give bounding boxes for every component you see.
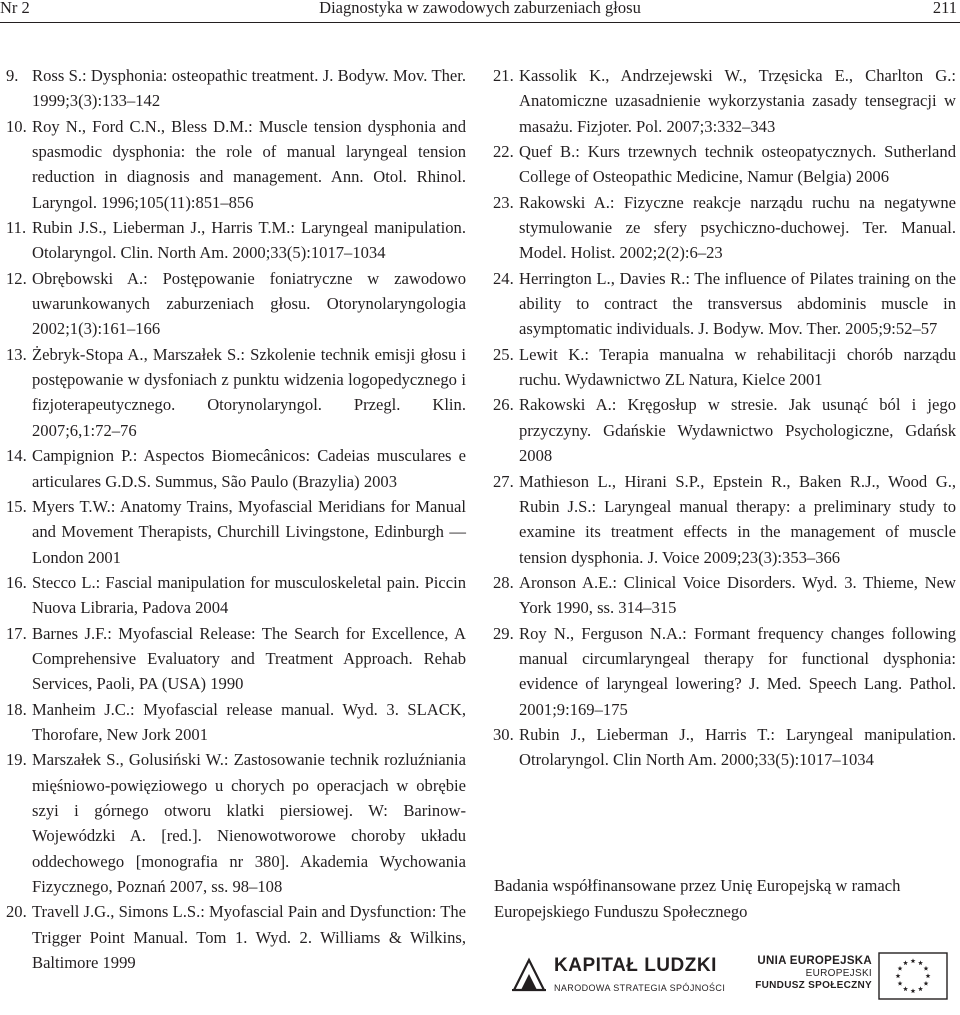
reference-item xyxy=(6,342,466,443)
reference-item xyxy=(6,494,466,570)
reference-number: 22. xyxy=(493,142,514,162)
reference-text: Kassolik K., Andrzejewski W., Trzęsicka E., Charlton G.: Anatomiczne uzasadnienie wykorzystania zasady tensegracji w masażu. Fizjoter. Pol. 2007;3:332–343 xyxy=(519,66,956,136)
reference-item xyxy=(493,190,956,266)
reference-text: Żebryk-Stopa A., Marszałek S.: Szkolenie technik emisji głosu i postępowanie w dysfoniach z punktu widzenia logopedycznego i fizjoterapeutycznego. Otorynolaryngol. Przegl. Klin. 2007;6,1:72–76 xyxy=(32,344,466,440)
reference-number: 16. xyxy=(6,572,27,592)
reference-text: Herrington L., Davies R.: The influence of Pilates training on the ability to contract the transversus abdominis muscle in asymptomatic individuals. J. Bodyw. Mov. Ther. 2005;9:52–57 xyxy=(519,268,956,339)
reference-item xyxy=(493,139,956,190)
reference-text: Rakowski A.: Kręgosłup w stresie. Jak usunąć ból i jego przyczyny. Gdańskie Wydawnictwo Psychologiczne, Gdańsk 2008 xyxy=(519,395,956,466)
reference-item xyxy=(6,899,466,975)
reference-text: Stecco L.: Fascial manipulation for musculoskeletal pain. Piccin Nuova Libraria, Padova 2004 xyxy=(32,572,466,618)
eu-star xyxy=(918,960,923,965)
eu-logo-text xyxy=(755,954,872,992)
eu-star xyxy=(903,960,908,965)
eu-star xyxy=(898,966,903,971)
reference-text: Lewit K.: Terapia manualna w rehabilitacji chorób narządu ruchu. Wydawnictwo ZL Natura, Kielce 2001 xyxy=(519,344,956,390)
reference-text: Ross S.: Dysphonia: osteopathic treatment. J. Bodyw. Mov. Ther. 1999;3(3):133–142 xyxy=(32,66,466,111)
reference-text: Rubin J.S., Lieberman J., Harris T.M.: Laryngeal manipulation. Otolaryngol. Clin. North Am. 2000;33(5):1017–1034 xyxy=(32,218,466,263)
running-header xyxy=(0,0,960,22)
page-number: 211 xyxy=(932,0,957,17)
reference-number: 30. xyxy=(493,724,514,744)
kapital-ludzki-mark-icon xyxy=(510,956,548,994)
eu-flag-stars-icon xyxy=(878,952,948,1000)
eu-star xyxy=(918,986,923,991)
reference-item xyxy=(6,266,466,342)
reference-text: Marszałek S., Golusiński W.: Zastosowanie technik rozluźniania mięśniowo-powięziowego u chorych po operacjach w obrębie szyi i górnego otworu klatki piersiowej. W: Barinow-Wojewódzki A. [red.]. Nienowotworowe choroby układu oddechowego [monografia nr 380]. Akademia Wychowania Fizycznego, Poznań 2007, ss. 98–108 xyxy=(32,750,466,896)
reference-text: Barnes J.F.: Myofascial Release: The Search for Excellence, A Comprehensive Evaluatory and Treatment Approach. Rehab Services, Paoli, PA (USA) 1990 xyxy=(32,623,466,694)
eu-name: UNIA EUROPEJSKA xyxy=(757,955,872,967)
kapital-ludzki-logo xyxy=(510,954,726,1000)
reference-item xyxy=(6,570,466,621)
reference-text: Campignion P.: Aspectos Biomecânicos: Cadeias musculares e articulares G.D.S. Summus, São Paulo (Brazylia) 2003 xyxy=(32,446,466,491)
reference-item xyxy=(6,621,466,697)
reference-number: 25. xyxy=(493,344,514,364)
reference-number: 24. xyxy=(493,268,514,288)
reference-text: Travell J.G., Simons L.S.: Myofascial Pain and Dysfunction: The Trigger Point Manual. Tom 1. Wyd. 2. Williams & Wilkins, Baltimore 1999 xyxy=(32,902,466,973)
reference-number: 15. xyxy=(6,496,27,516)
reference-number: 18. xyxy=(6,699,27,719)
references-column-left xyxy=(6,63,466,975)
eu-star xyxy=(924,966,929,971)
running-title: Diagnostyka w zawodowych zaburzeniach głosu xyxy=(319,0,641,17)
eu-star xyxy=(896,973,901,978)
reference-text: Obrębowski A.: Postępowanie foniatryczne w zawodowo uwarunkowanych zaburzeniach głosu. Otorynolaryngologia 2002;1(3):161–166 xyxy=(32,268,466,339)
reference-item xyxy=(493,63,956,139)
reference-list-left xyxy=(6,63,466,975)
eu-social-fund-logo xyxy=(755,952,958,1002)
eu-star xyxy=(911,958,916,963)
kapital-ludzki-title: KAPITAŁ LUDZKI xyxy=(554,955,717,976)
reference-number: 11. xyxy=(6,218,27,238)
reference-text: Aronson A.E.: Clinical Voice Disorders. Wyd. 3. Thieme, New York 1990, ss. 314–315 xyxy=(519,572,956,618)
reference-text: Mathieson L., Hirani S.P., Epstein R., Baken R.J., Wood G., Rubin J.S.: Laryngeal manual therapy: a preliminary study to examine its treatment effects in the management of muscle tension dysphonia. J. Voice 2009;23(3):353–366 xyxy=(519,471,956,567)
reference-number: 23. xyxy=(493,192,514,212)
reference-item xyxy=(493,722,956,773)
reference-item xyxy=(493,392,956,468)
reference-item xyxy=(493,266,956,342)
references-column-right xyxy=(493,63,956,773)
eu-star xyxy=(911,988,916,993)
reference-item xyxy=(493,469,956,570)
reference-item xyxy=(6,747,466,899)
reference-item xyxy=(493,570,956,621)
reference-number: 26. xyxy=(493,395,514,415)
reference-list-right xyxy=(493,63,956,773)
reference-number: 13. xyxy=(6,344,27,364)
reference-number: 19. xyxy=(6,750,27,770)
reference-item xyxy=(6,215,466,266)
reference-item xyxy=(493,621,956,722)
funding-logos xyxy=(494,948,960,1003)
reference-number: 29. xyxy=(493,623,514,643)
eu-star xyxy=(924,981,929,986)
reference-number: 9. xyxy=(6,66,19,85)
issue-number: Nr 2 xyxy=(0,0,30,17)
reference-item xyxy=(6,697,466,748)
reference-number: 27. xyxy=(493,471,514,491)
reference-number: 14. xyxy=(6,446,27,466)
reference-number: 28. xyxy=(493,572,514,592)
reference-text: Rubin J., Lieberman J., Harris T.: Laryngeal manipulation. Otrolaryngol. Clin North Am. 2000;33(5):1017–1034 xyxy=(519,724,956,770)
reference-number: 12. xyxy=(6,268,27,288)
reference-item xyxy=(6,443,466,494)
eu-fund-line1: EUROPEJSKI xyxy=(805,968,872,979)
kapital-ludzki-subtitle: NARODOWA STRATEGIA SPÓJNOŚCI xyxy=(554,983,726,993)
reference-item xyxy=(493,342,956,393)
reference-number: 17. xyxy=(6,623,27,643)
reference-number: 10. xyxy=(6,116,27,136)
eu-star xyxy=(898,981,903,986)
reference-item xyxy=(6,63,466,114)
reference-text: Quef B.: Kurs trzewnych technik osteopatycznych. Sutherland College of Osteopathic Medicine, Namur (Belgia) 2006 xyxy=(519,142,956,187)
eu-star xyxy=(903,986,908,991)
reference-item xyxy=(6,114,466,215)
reference-number: 20. xyxy=(6,902,27,922)
eu-fund-line2: FUNDUSZ SPOŁECZNY xyxy=(755,980,872,991)
reference-text: Rakowski A.: Fizyczne reakcje narządu ruchu na negatywne stymulowanie ze sfery psychiczno-duchowej. Ter. Manual. Model. Holist. 2002;2(2):6–23 xyxy=(519,192,956,263)
reference-text: Roy N., Ferguson N.A.: Formant frequency changes following manual circumlaryngeal therapy for functional dysphonia: evidence of laryngeal lowering? J. Med. Speech Lang. Pathol. 2001;9:169–175 xyxy=(519,623,956,719)
funding-note: Badania współfinansowane przez Unię Europejską w ramach Europejskiego Funduszu Społecznego xyxy=(494,876,901,921)
reference-number: 21. xyxy=(493,66,514,85)
reference-text: Manheim J.C.: Myofascial release manual. Wyd. 3. SLACK, Thorofare, New Jork 2001 xyxy=(32,699,466,744)
reference-text: Myers T.W.: Anatomy Trains, Myofascial Meridians for Manual and Movement Therapists, Churchill Livingstone, Edinburgh — London 2001 xyxy=(32,496,466,567)
eu-star xyxy=(926,973,931,978)
reference-text: Roy N., Ford C.N., Bless D.M.: Muscle tension dysphonia and spasmodic dysphonia: the role of manual laryngeal tension reduction in diagnosis and management. Ann. Otol. Rhinol. Laryngol. 1996;105(11):851–856 xyxy=(32,116,466,212)
header-rule xyxy=(0,22,960,23)
